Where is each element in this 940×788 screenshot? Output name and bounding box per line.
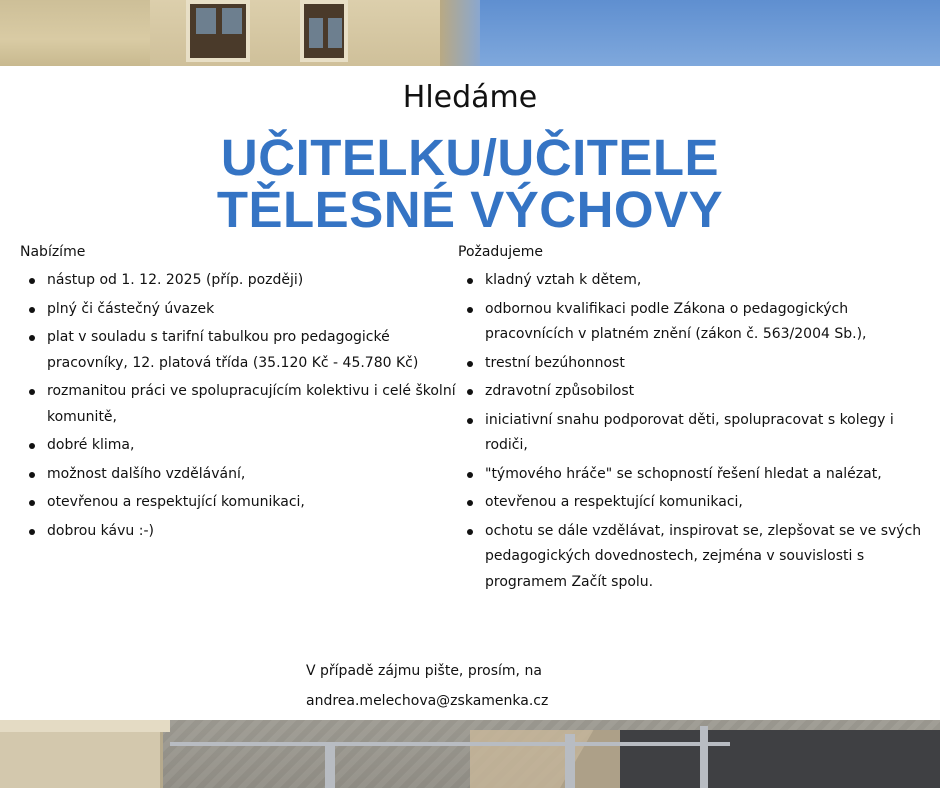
bullet-icon [467,361,473,367]
bullet-icon [467,278,473,284]
bullet-icon [29,529,35,535]
bullet-icon [29,307,35,313]
bullet-icon [467,529,473,535]
offer-column [20,244,460,547]
bullet-icon [29,472,35,478]
roof-edge [440,0,480,66]
railing-post [565,734,575,788]
requirements-list [458,268,936,595]
list-item: zdravotní způsobilost [458,379,936,405]
requirements-column [458,244,936,598]
list-item: dobré klima, [20,433,460,459]
list-item: odbornou kvalifikaci podle Zákona o pedagogických pracovnících v platném znění (zákon č. 563/2004 Sb.), [458,297,936,348]
offer-heading: Nabízíme [20,244,86,260]
railing [170,742,730,746]
contact-block [306,656,666,716]
railing-post [325,742,335,788]
subtitle: Hledáme [402,80,538,115]
list-item: plný či částečný úvazek [20,297,460,323]
window [186,0,250,62]
bullet-icon [29,443,35,449]
bullet-icon [467,389,473,395]
railing-post [700,726,708,788]
bullet-icon [467,472,473,478]
offer-list [20,268,460,544]
requirements-heading: Požadujeme [458,244,543,260]
list-item: ochotu se dále vzdělávat, inspirovat se, zlepšovat se ve svých pedagogických dovednostech, zejména v souvislosti s programem Začít spolu. [458,519,936,596]
footer-photo [0,720,940,788]
bullet-icon [29,335,35,341]
header-photo [0,0,940,66]
list-item: otevřenou a respektující komunikaci, [458,490,936,516]
page-title: UČITELKU/UČITELE TĚLESNÉ VÝCHOVY [216,129,724,238]
list-item: dobrou kávu :-) [20,519,460,545]
bullet-icon [29,389,35,395]
list-item: kladný vztah k dětem, [458,268,936,294]
list-item: plat v souladu s tarifní tabulkou pro pedagogické pracovníky, 12. platová třída (35.120 Kč - 45.780 Kč) [20,325,460,376]
window [300,0,348,62]
contact-text: V případě zájmu pište, prosím, na [306,663,542,679]
wall-cap [0,720,170,732]
list-item: "týmového hráče" se schopností řešení hledat a nalézat, [458,462,936,488]
list-item: otevřenou a respektující komunikaci, [20,490,460,516]
bullet-icon [467,418,473,424]
list-item: rozmanitou práci ve spolupracujícím kolektivu i celé školní komunitě, [20,379,460,430]
bench [470,730,620,788]
bullet-icon [467,307,473,313]
list-item: iniciativní snahu podporovat děti, spolupracovat s kolegy i rodiči, [458,408,936,459]
bullet-icon [467,500,473,506]
list-item: trestní bezúhonnost [458,351,936,377]
list-item: možnost dalšího vzdělávání, [20,462,460,488]
list-item: nástup od 1. 12. 2025 (příp. později) [20,268,460,294]
bullet-icon [29,500,35,506]
bullet-icon [29,278,35,284]
contact-email[interactable]: andrea.melechova@zskamenka.cz [306,693,549,709]
